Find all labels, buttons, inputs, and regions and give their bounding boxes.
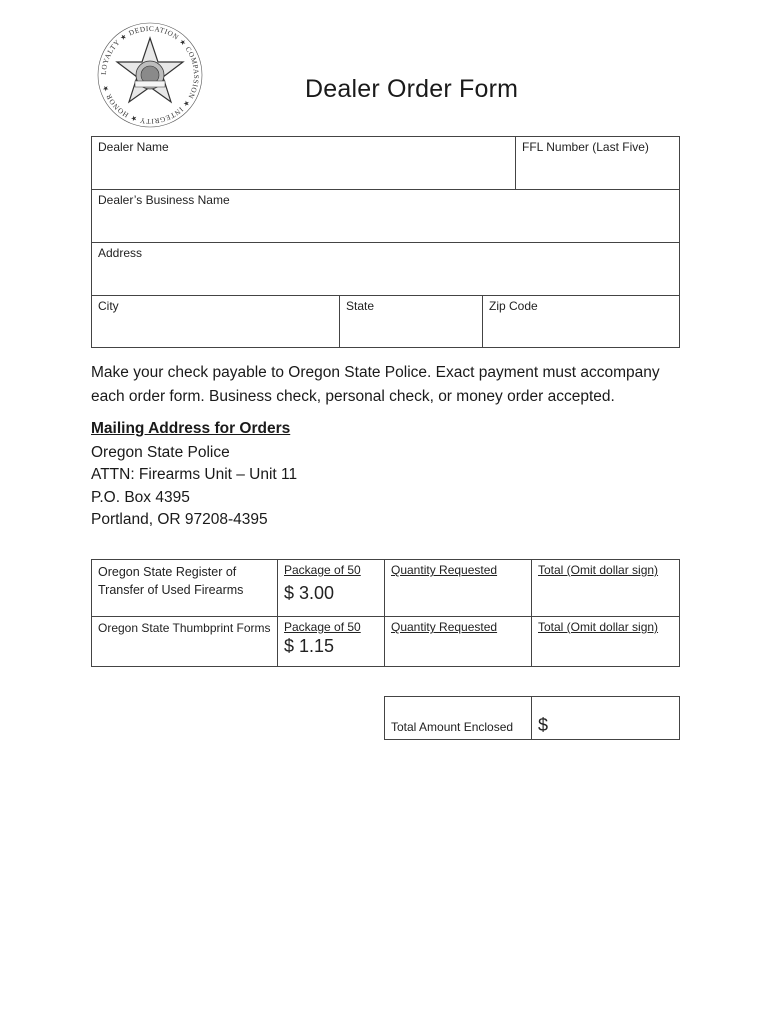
total-amount-field[interactable] xyxy=(531,696,680,740)
line-total-label: Total (Omit dollar sign) xyxy=(538,563,659,577)
order-item-name xyxy=(91,616,278,667)
svg-text:LOYALTY ★ DEDICATION ★ COMPASS: LOYALTY ★ DEDICATION ★ COMPASSION ★ INTEGRITY ★ HONOR ★ xyxy=(99,24,201,126)
order-item-price xyxy=(277,559,385,617)
dealer-name-label: Dealer Name xyxy=(98,140,169,154)
order-item-price xyxy=(277,616,385,667)
order-item-name xyxy=(91,559,278,617)
dealer-name-field[interactable] xyxy=(91,136,516,190)
zip-code-field[interactable] xyxy=(482,295,680,348)
package-label: Package of 50 xyxy=(284,563,361,577)
address-field[interactable] xyxy=(91,242,680,296)
total-amount-label: Total Amount Enclosed xyxy=(391,720,514,734)
quantity-label: Quantity Requested xyxy=(391,620,498,634)
mailing-address-heading: Mailing Address for Orders xyxy=(91,420,291,437)
ffl-number-label: FFL Number (Last Five) xyxy=(522,140,649,154)
payment-instructions: Make your check payable to Oregon State Police. Exact payment must accompany each order form. Business check, personal check, or money order accepted. xyxy=(91,364,660,405)
business-name-field[interactable] xyxy=(91,189,680,243)
page-title: Dealer Order Form xyxy=(305,75,519,103)
mailing-line: Oregon State Police xyxy=(91,444,230,461)
dollar-sign: $ xyxy=(538,715,549,735)
state-label: State xyxy=(346,299,375,313)
line-total-field[interactable] xyxy=(531,559,680,617)
package-label: Package of 50 xyxy=(284,620,361,634)
address-label: Address xyxy=(98,246,143,260)
city-field[interactable] xyxy=(91,295,340,348)
quantity-label: Quantity Requested xyxy=(391,563,498,577)
line-total-field[interactable] xyxy=(531,616,680,667)
zip-code-label: Zip Code xyxy=(489,299,538,313)
mailing-line: P.O. Box 4395 xyxy=(91,489,190,506)
quantity-field[interactable] xyxy=(384,559,532,617)
ffl-number-field[interactable] xyxy=(515,136,680,190)
line-total-label: Total (Omit dollar sign) xyxy=(538,620,659,634)
total-amount-label-cell xyxy=(384,696,532,740)
item-label: Oregon State Thumbprint Forms xyxy=(98,621,271,635)
item-label: Oregon State Register of Transfer of Used Firearms xyxy=(98,565,244,597)
state-field[interactable] xyxy=(339,295,483,348)
oregon-state-police-seal xyxy=(95,20,205,130)
mailing-line: ATTN: Firearms Unit – Unit 11 xyxy=(91,466,298,483)
city-label: City xyxy=(98,299,119,313)
mailing-line: Portland, OR 97208-4395 xyxy=(91,511,268,528)
price-value: $ 3.00 xyxy=(284,583,335,603)
quantity-field[interactable] xyxy=(384,616,532,667)
business-name-label: Dealer’s Business Name xyxy=(98,193,230,207)
price-value: $ 1.15 xyxy=(284,636,335,656)
